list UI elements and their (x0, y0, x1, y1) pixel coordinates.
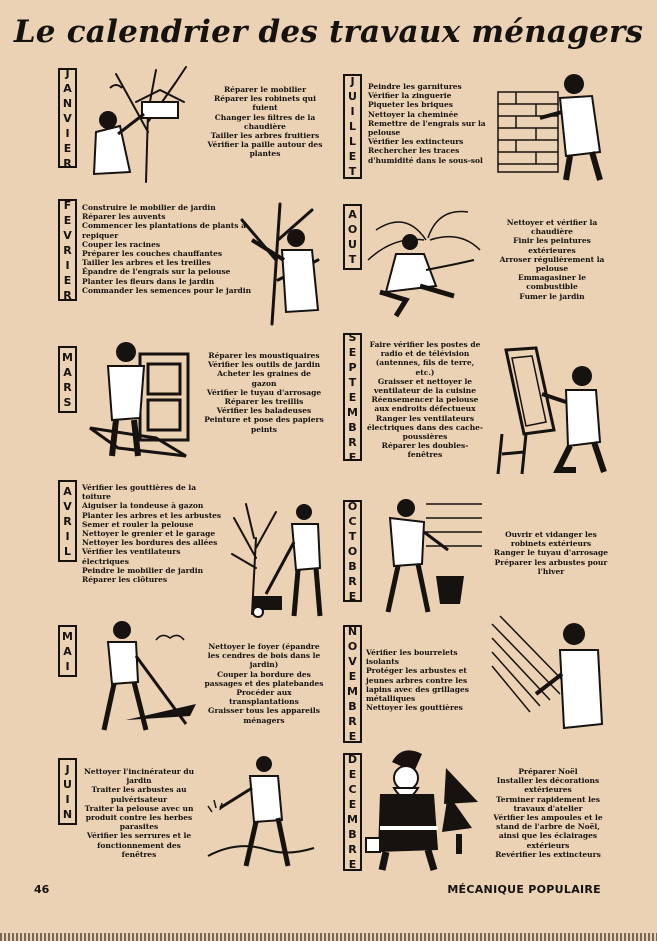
task-item: Fumer le jardin (519, 291, 585, 301)
month-letter: I (65, 529, 70, 543)
task-item: Commander les semences pour le jardin (82, 285, 252, 295)
month-letter: I (65, 792, 70, 806)
task-item: Faire vérifier les postes de radio et de télévision (antennes, fils de terre, etc.) (369, 340, 481, 377)
task-item: Vérifier les ventilateurs électriques (82, 547, 181, 566)
month-letter: V (63, 111, 72, 125)
month-label-fevrier (58, 199, 77, 301)
page-edge (0, 933, 657, 941)
task-item: Ouvrir et vidanger les robinets extérieurs (505, 530, 597, 549)
month-letter: J (65, 66, 70, 80)
task-list-mai (204, 642, 324, 725)
month-letter: B (348, 828, 357, 841)
month-letter: J (350, 75, 355, 88)
task-item: Réensemencer la pelouse aux endroits défectueux (371, 395, 479, 414)
task-item: Graisser et nettoyer le ventilateur de la cuisine (374, 376, 476, 396)
month-letter: V (63, 228, 72, 242)
month-letter: E (348, 345, 357, 359)
month-label-avril (58, 480, 77, 562)
month-letter: C (348, 514, 357, 528)
task-item: Semer et rouler la pelouse (82, 519, 194, 529)
task-item: Épandre de l'engrais sur la pelouse (82, 267, 231, 277)
illustration-decembre (364, 742, 480, 872)
task-item: Vérifier la paille autour des plantes (207, 140, 323, 159)
illustration-novembre (490, 614, 608, 740)
month-letter: T (348, 253, 357, 266)
task-item: Emmagasiner le combustible (517, 273, 587, 292)
illustration-fevrier (222, 200, 326, 326)
task-item: Nettoyer le grenier et le garage (82, 529, 216, 539)
month-label-novembre (343, 625, 362, 743)
month-letter: E (63, 213, 72, 227)
month-label-juillet (343, 74, 362, 179)
month-letter: M (62, 629, 73, 643)
month-label-decembre (343, 753, 362, 871)
task-item: Ranger le tuyau d'arrosage (493, 548, 609, 558)
task-item: Vérifier les outils de jardin (207, 360, 321, 370)
task-item: Commencer les plantations de plants à repiquer (82, 221, 246, 240)
task-list-avril (82, 483, 222, 584)
month-letter: I (350, 105, 355, 118)
month-label-juin (58, 758, 77, 825)
illustration-octobre (366, 492, 482, 616)
month-label-janvier (58, 68, 77, 168)
month-letter: E (348, 390, 357, 404)
task-item: Acheter les graines de gazon (217, 369, 311, 388)
month-label-mai (58, 625, 77, 677)
illustration-aout (366, 200, 482, 318)
month-letter: R (348, 574, 357, 588)
month-letter: I (65, 126, 70, 140)
task-list-decembre (486, 767, 610, 859)
task-item: Réparer les clôtures (82, 575, 168, 585)
month-letter: V (348, 655, 357, 668)
month-letter: M (347, 405, 358, 419)
month-letter: U (348, 90, 357, 103)
task-item: Vérifier le tuyau d'arrosage (206, 387, 322, 397)
task-item: Nettoyer le foyer (épandre les cendres de bois dans le jardin) (207, 642, 321, 670)
month-letter: T (348, 529, 357, 543)
month-letter: O (347, 499, 358, 513)
task-item: Changer les filtres de la chaudière (214, 112, 316, 131)
task-item: Aiguiser la tondeuse à gazon (82, 501, 204, 511)
month-letter: M (347, 685, 358, 698)
month-letter: E (348, 798, 357, 811)
task-item: Réparer les moustiquaires (208, 351, 320, 360)
magazine-name: MÉCANIQUE POPULAIRE (447, 883, 601, 896)
month-letter: R (348, 715, 357, 728)
task-item: Nettoyer la cheminée (368, 109, 459, 119)
page-title: Le calendrier des travaux ménagers (13, 14, 644, 50)
illustration-mars (86, 338, 200, 468)
task-item: Préparer les couches chauffantes (82, 249, 223, 259)
task-item: Nettoyer et vérifier la chaudière (506, 218, 598, 237)
task-item: Couper la bordure des passages et des platebandes (204, 669, 324, 688)
task-item: Planter les fleurs dans le jardin (82, 276, 215, 286)
month-letter: J (65, 762, 70, 776)
illustration-mai (86, 620, 198, 738)
month-letter: S (348, 330, 357, 344)
task-item: Réparer les doubles-fenêtres (381, 441, 469, 460)
month-letter: U (63, 777, 72, 791)
month-letter: U (348, 238, 357, 251)
month-letter: N (62, 96, 73, 110)
month-label-mars (58, 346, 77, 413)
month-letter: O (347, 640, 358, 653)
task-item: Construire le mobilier de jardin (82, 203, 216, 212)
task-item: Réparer les treillis (224, 397, 304, 407)
month-letter: V (63, 499, 72, 513)
month-letter: E (348, 768, 357, 781)
month-letter: L (348, 135, 356, 148)
illustration-juin (206, 756, 318, 872)
task-item: Vérifier les serrures et le fonctionnement des fenêtres (86, 831, 192, 859)
task-item: Vérifier les ampoules et le stand de l'arbre de Noël, ainsi que les éclairages extérieurs (493, 813, 603, 850)
task-item: Traiter les arbustes au pulvérisateur (91, 785, 187, 804)
task-item: Couper les racines (82, 239, 161, 249)
task-item: Vérifier les baladeuses (216, 406, 312, 416)
month-label-septembre (343, 330, 362, 464)
task-item: Revérifier les extincteurs (495, 849, 601, 859)
month-letter: E (63, 141, 72, 155)
task-item: Piqueter les briques (368, 100, 453, 110)
task-item: Nettoyer l'incinérateur du jardin (83, 767, 195, 786)
task-list-octobre (490, 530, 612, 576)
month-letter: C (348, 783, 357, 796)
task-item: Rechercher les traces d'humidité dans le sous-sol (368, 146, 483, 165)
task-item: Traiter la pelouse avec un produit contre les herbes parasites (84, 803, 194, 832)
month-letter: E (348, 858, 357, 871)
month-letter: O (347, 544, 358, 558)
month-letter: N (62, 807, 73, 821)
month-letter: T (348, 375, 357, 389)
month-letter: A (63, 484, 72, 498)
task-list-mars (204, 351, 324, 434)
task-item: Planter les arbres et les arbustes (82, 510, 222, 520)
task-item: Peindre les garnitures (368, 82, 462, 91)
task-item: Remettre de l'engrais sur la pelouse (368, 118, 486, 138)
month-letter: E (348, 150, 357, 163)
month-label-octobre (343, 500, 362, 602)
task-item: Préparer les arbustes pour l'hiver (494, 557, 608, 576)
task-item: Installer les décorations extérieures (496, 776, 600, 795)
month-letter: L (348, 120, 356, 133)
task-list-novembre (366, 648, 484, 712)
month-letter: B (348, 420, 357, 434)
task-item: Préparer Noël (518, 767, 578, 776)
illustration-janvier (86, 62, 200, 184)
month-label-aout (343, 204, 362, 270)
month-letter: E (63, 273, 72, 287)
month-letter: I (65, 659, 70, 673)
task-item: Tailler les arbres fruitiers (210, 131, 320, 141)
month-letter: A (63, 365, 72, 379)
task-list-aout (492, 218, 612, 301)
month-letter: F (63, 198, 72, 212)
month-letter: S (63, 395, 72, 409)
month-letter: R (63, 156, 72, 170)
month-letter: T (348, 165, 357, 178)
month-letter: D (347, 753, 358, 766)
month-letter: O (347, 223, 358, 236)
task-item: Graisser tous les appareils ménagers (208, 706, 320, 725)
page-number: 46 (34, 883, 50, 896)
illustration-avril (226, 498, 328, 620)
task-item: Nettoyer les gouttières (366, 703, 463, 713)
month-letter: R (63, 288, 72, 302)
month-letter: A (63, 81, 72, 95)
task-item: Ranger les ventilateurs électriques dans des cache-poussières (366, 413, 484, 442)
month-letter: R (63, 380, 72, 394)
task-item: Tailler les arbres et les treilles (82, 258, 211, 268)
month-letter: N (347, 625, 358, 638)
task-item: Réparer le mobilier (223, 85, 307, 94)
month-letter: I (65, 258, 70, 272)
task-item: Protéger les arbustes et jeunes arbres contre les lapins avec des grillages métalliques (366, 666, 469, 704)
task-item: Peindre le mobilier de jardin (82, 565, 204, 575)
month-letter: B (348, 559, 357, 573)
task-item: Peinture et pose des papiers peints (204, 415, 324, 434)
task-item: Vérifier les bourrelets isolants (366, 648, 458, 667)
task-list-juillet (368, 82, 486, 165)
task-item: Procéder aux transplantations (229, 688, 299, 707)
month-letter: R (63, 514, 72, 528)
month-letter: E (348, 730, 357, 743)
month-letter: M (347, 813, 358, 826)
month-letter: A (348, 208, 357, 221)
month-letter: P (348, 360, 357, 374)
month-letter: R (63, 243, 72, 257)
task-list-juin (80, 767, 198, 859)
task-item: Nettoyer les bordures des allées (82, 538, 218, 548)
month-letter: A (63, 644, 72, 658)
month-letter: E (348, 670, 357, 683)
task-list-septembre (366, 340, 484, 460)
task-item: Vérifier les extincteurs (368, 137, 464, 147)
month-letter: E (348, 589, 357, 603)
task-item: Réparer les auvents (82, 212, 166, 222)
month-letter: M (62, 350, 73, 364)
task-item: Terminer rapidement les travaux d'atelier (495, 794, 600, 813)
task-item: Finir les peintures extérieures (513, 236, 591, 255)
task-item: Réparer les robinets qui fuient (214, 94, 316, 113)
task-item: Vérifier la zinguerie (368, 91, 452, 101)
task-item: Arroser régulièrement la pelouse (499, 254, 605, 274)
month-letter: B (348, 700, 357, 713)
month-letter: E (348, 450, 357, 464)
month-letter: L (63, 544, 71, 558)
task-item: Vérifier les gouttières de la toiture (82, 483, 197, 502)
task-list-janvier (206, 85, 324, 159)
month-letter: R (348, 435, 357, 449)
illustration-septembre (496, 346, 606, 476)
illustration-juillet (496, 72, 606, 182)
month-letter: R (348, 843, 357, 856)
